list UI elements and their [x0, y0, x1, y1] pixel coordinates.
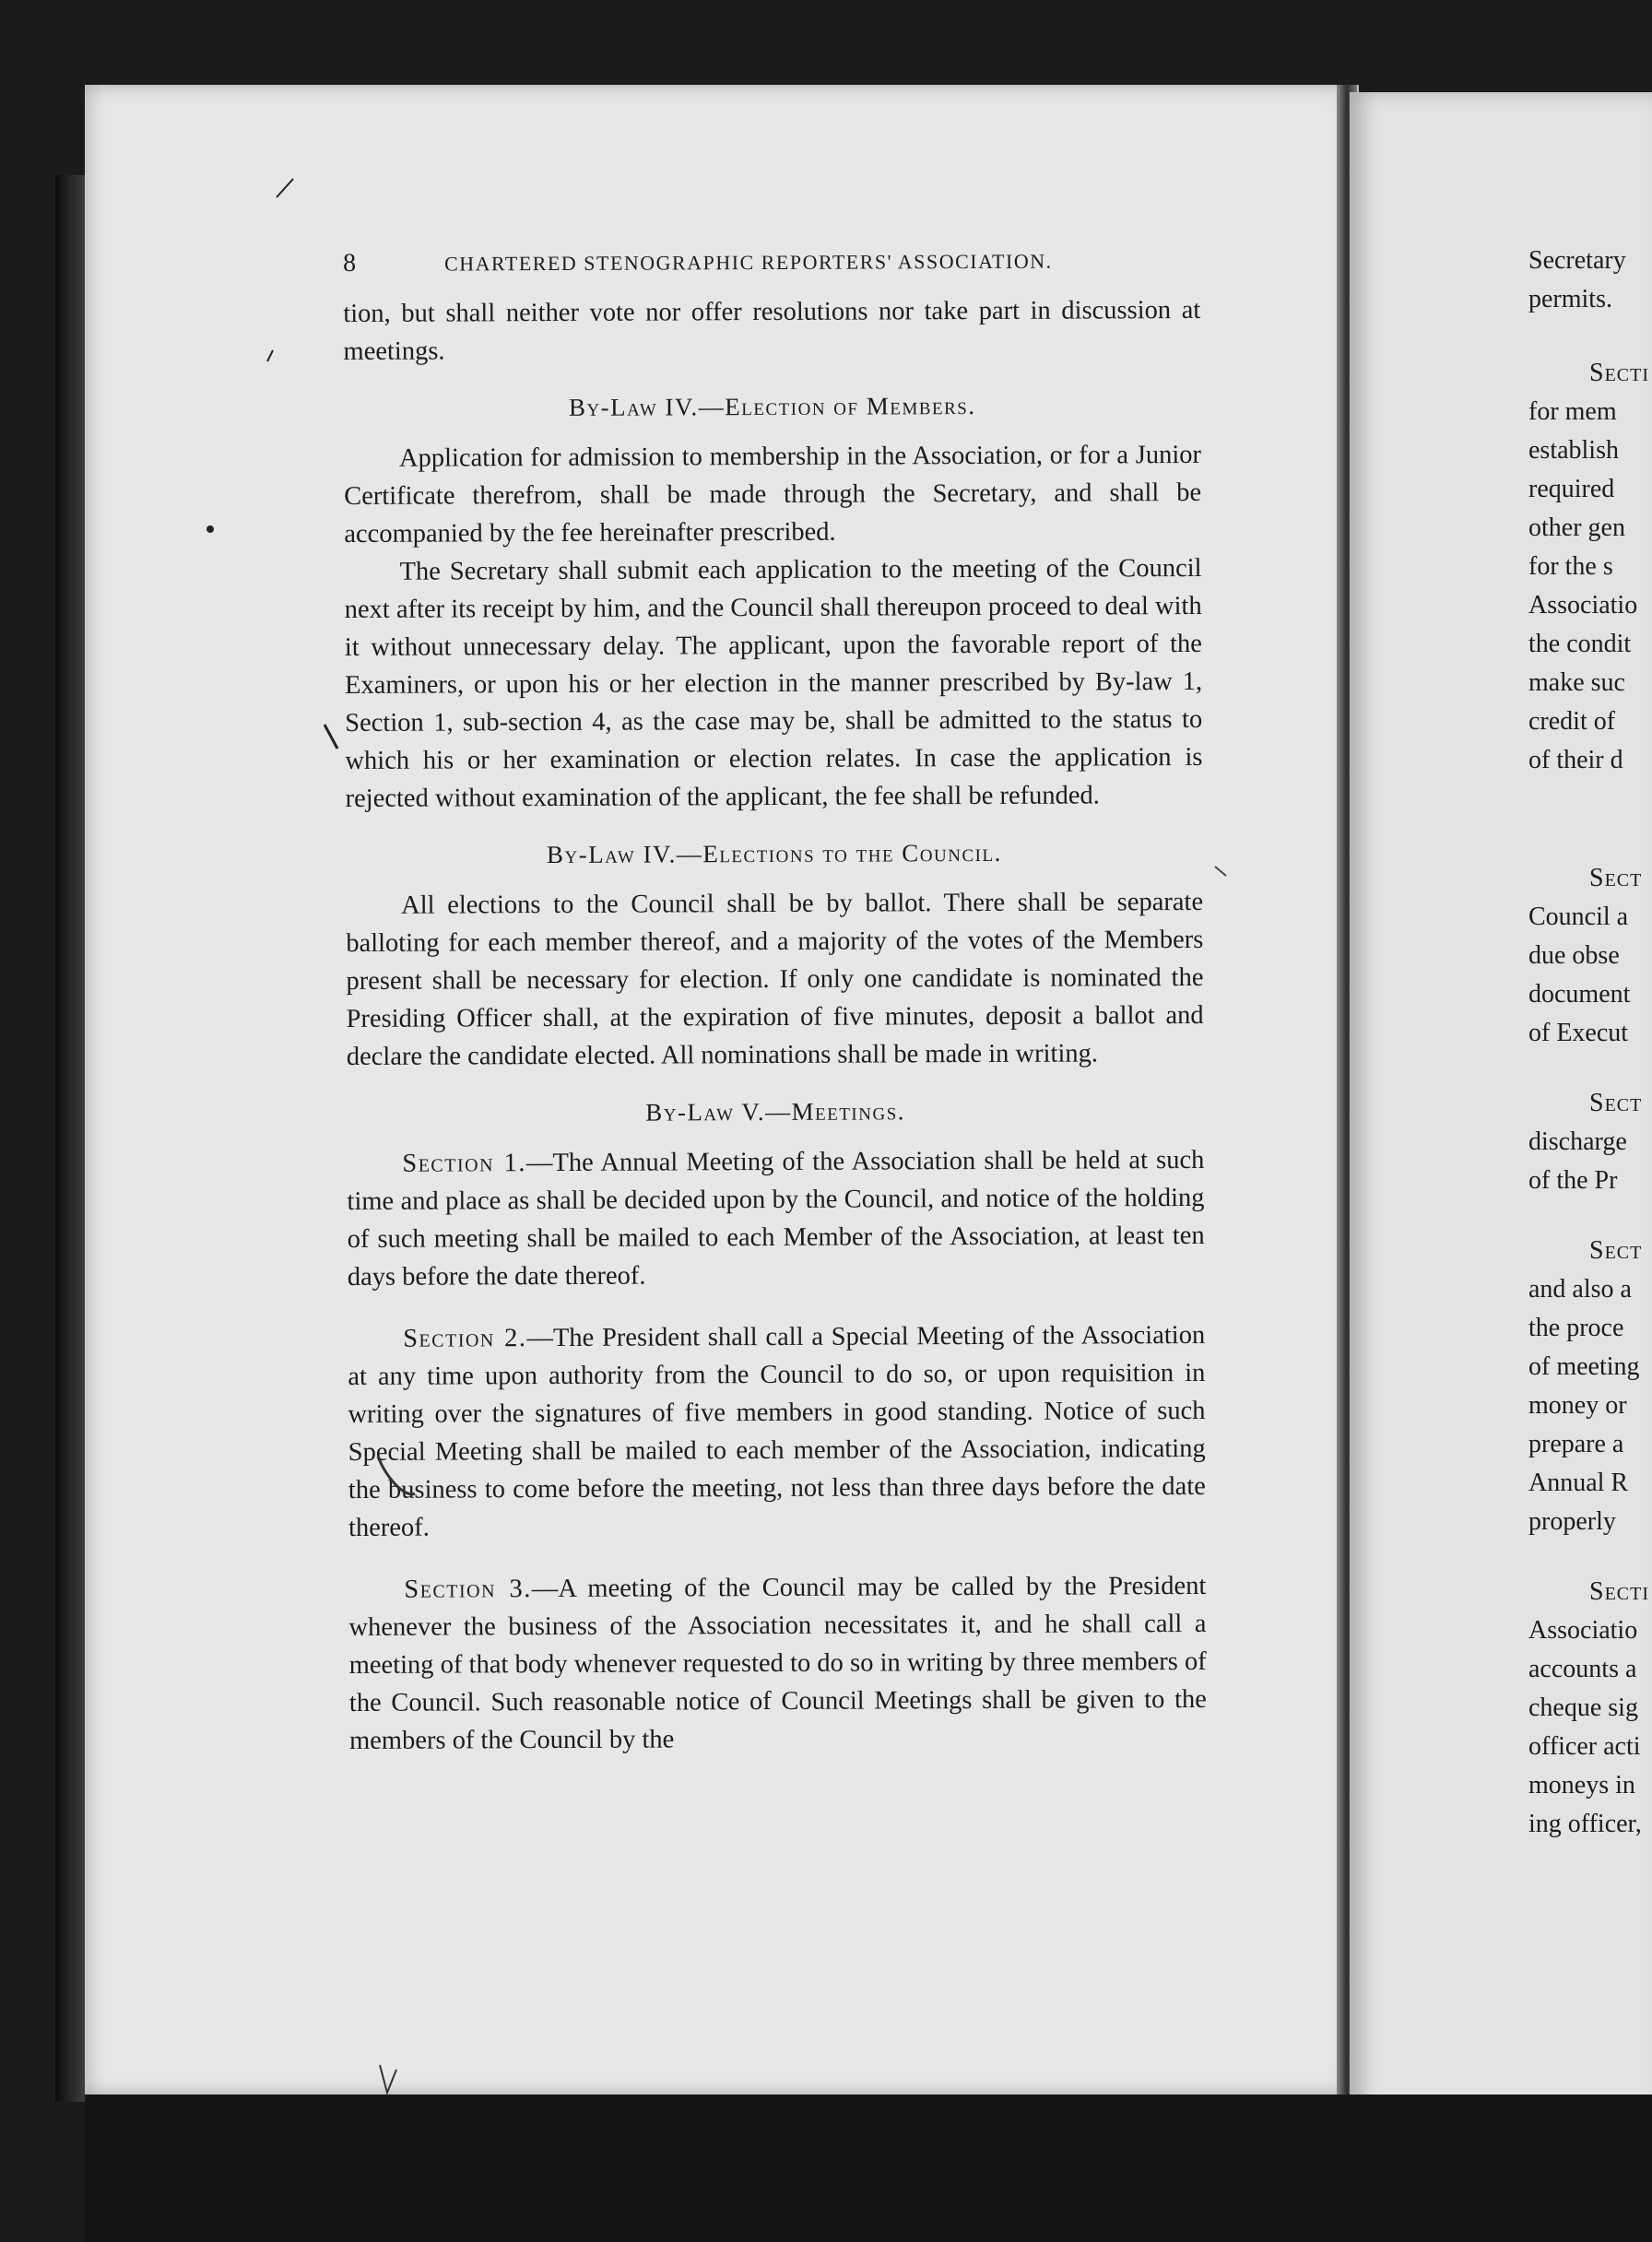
right-page-fragment: the proce	[1528, 1314, 1624, 1342]
right-page-fragment: Sect	[1589, 1236, 1643, 1265]
right-page-fragment: Associatio	[1528, 1616, 1638, 1645]
right-page-fragment: and also a	[1528, 1275, 1632, 1304]
right-page-fragment: Council a	[1528, 903, 1629, 931]
right-page-fragment: cheque sig	[1528, 1693, 1638, 1722]
right-page-fragment: the condit	[1528, 630, 1632, 658]
running-head-title: CHARTERED STENOGRAPHIC REPORTERS' ASSOCIATION.	[444, 249, 1053, 276]
elections-council-paragraph: All elections to the Council shall be by ballot. There shall be separate balloting for each member thereof, and a majority of the votes of the Members present shall be necessary for election. If only one candidate is nominated the Presiding Officer shall, at the expiration of five minutes, deposit a ballot and declare the candidate elected. All nominations shall be made in writing.	[346, 887, 1204, 1071]
bylaw-iv-election-members-heading: By-Law IV.—Election of Members.	[568, 392, 976, 421]
right-page-fragment: permits.	[1528, 285, 1612, 313]
meetings-section-1	[347, 1141, 1205, 1296]
right-page-fragment: for mem	[1528, 397, 1617, 426]
right-page-fragment: money or	[1528, 1391, 1627, 1420]
right-page-fragment: of the Pr	[1528, 1166, 1618, 1195]
right-page-fragment: properly	[1528, 1507, 1616, 1536]
section-3-label: Section 3.	[404, 1575, 532, 1604]
right-page-fragment: Secti	[1589, 1577, 1650, 1606]
right-page-fragment: Annual R	[1528, 1469, 1629, 1497]
continuation-paragraph: tion, but shall neither vote nor offer resolutions nor take part in discussion at meetings.	[343, 295, 1201, 366]
right-page-fragment: Sect	[1589, 1089, 1643, 1117]
right-page-fragment: make suc	[1528, 668, 1625, 697]
right-page-fragment: required	[1528, 475, 1615, 503]
meetings-section-2	[348, 1316, 1206, 1547]
right-page-fragment: ing officer,	[1528, 1810, 1642, 1838]
running-head	[343, 245, 1200, 278]
right-page	[1350, 92, 1652, 2117]
right-page-fragment: for the s	[1528, 552, 1613, 581]
section-1-text: —The Annual Meeting of the Association shall be held at such time and place as shall be decided upon by the Council, and notice of the holding of such meeting shall be mailed to each Member of the Association, at least ten days before the date thereof.	[347, 1145, 1205, 1292]
section-3-text: —A meeting of the Council may be called by the President whenever the business of the Association necessitates it, and he shall call a meeting of that body whenever requested to do so in writing by three members of the Council. Such reasonable notice of Council Meetings shall be given to the members of the Council by the	[348, 1571, 1207, 1755]
right-page-fragment: establish	[1528, 436, 1619, 465]
bylaw-v-meetings-heading: By-Law V.—Meetings.	[645, 1097, 906, 1127]
right-page-fragment: of meeting	[1528, 1352, 1640, 1381]
election-members-paragraph-1: Application for admission to membership in the Association, or for a Junior Certificate therefrom, shall be made through the Secretary, and shall be accompanied by the fee hereinafter prescribed.	[344, 440, 1202, 549]
right-page-fragment: due obse	[1528, 941, 1620, 970]
bylaw-iv-elections-council-heading: By-Law IV.—Elections to the Council.	[546, 838, 1002, 869]
section-1-label: Section 1.	[402, 1149, 527, 1178]
election-members-paragraph-2: The Secretary shall submit each application to the meeting of the Council next after its receipt by him, and the Council shall thereupon proceed to deal with it without unnecessary delay. The applicant, upon the favorable report of the Examiners, or upon his or her election in the manner prescribed by By-law 1, Section 1, sub-section 4, as the case may be, shall be admitted to the status to which his or her examination or election relates. In case the application is rejected without examination of the applicant, the fee shall be refunded.	[344, 553, 1203, 813]
page-number: 8	[343, 248, 357, 277]
right-page-fragment: moneys in	[1528, 1771, 1635, 1800]
right-page-fragment: officer acti	[1528, 1732, 1641, 1761]
section-2-text: —The President shall call a Special Meeting of the Association at any time upon authority from the Council to do so, or upon requisition in writing over the signatures of five members in good standing. Notice of such Special Meeting shall be mailed to each member of the Association, indicating the business to come before the meeting, not less than three days before the date thereof.	[348, 1320, 1206, 1542]
right-page-fragment: discharge	[1528, 1127, 1627, 1156]
right-page-fragment: accounts a	[1528, 1655, 1637, 1683]
right-page-fragment: prepare a	[1528, 1430, 1624, 1458]
right-page-fragment: other gen	[1528, 513, 1625, 542]
right-page-fragment: document	[1528, 980, 1631, 1009]
section-2-label: Section 2.	[403, 1324, 527, 1353]
right-page-fragment: Associatio	[1528, 591, 1638, 620]
right-page-fragment: Sect	[1589, 864, 1643, 892]
right-page-fragment: of Execut	[1528, 1019, 1629, 1047]
meetings-section-3	[348, 1567, 1207, 1760]
right-page-fragment: Secretary	[1528, 246, 1626, 275]
right-page-fragment: credit of	[1528, 707, 1616, 736]
right-page-fragment: of their d	[1528, 746, 1623, 774]
bottom-shadow	[85, 2094, 1652, 2242]
left-page-text	[343, 245, 1207, 1760]
right-page-fragment: Secti	[1589, 359, 1650, 387]
